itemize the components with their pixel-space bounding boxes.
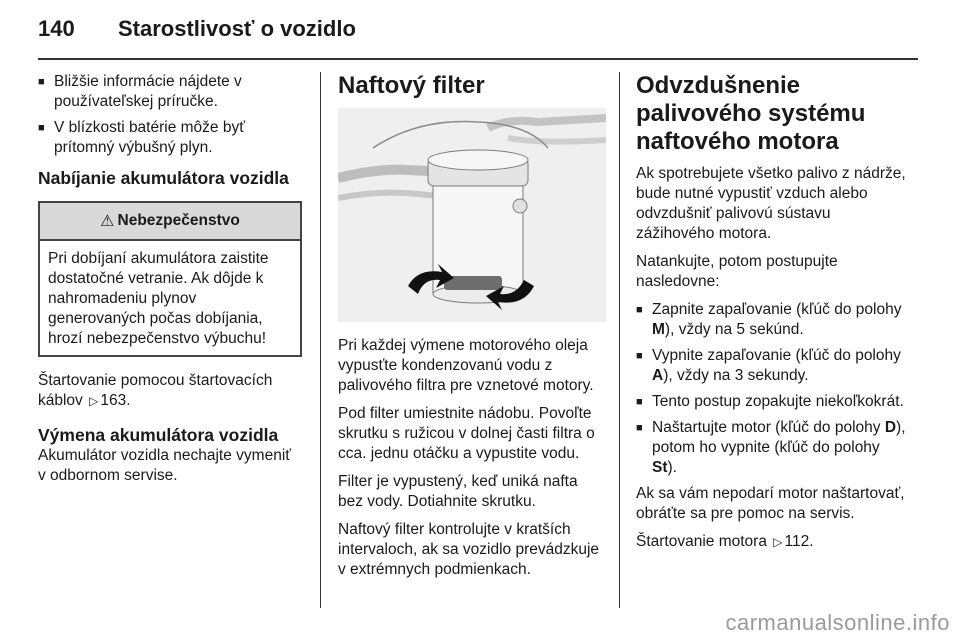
heading-battery-charging: Nabíjanie akumulátora vozidla xyxy=(38,168,289,188)
step-text: ), potom ho vypnite (kľúč do polohy xyxy=(652,419,906,456)
diesel-filter-drawing xyxy=(338,108,606,322)
page-ref-arrow-icon: ▷ xyxy=(773,535,783,549)
danger-box xyxy=(38,201,302,357)
step-text: Tento postup zopakujte niekoľkokrát. xyxy=(652,393,904,410)
heading-diesel-filter: Naftový filter xyxy=(338,72,485,99)
list-item xyxy=(636,418,906,478)
paragraph: Pod filter umiestnite nádobu. Povoľte skrutku s ružicou v dolnej časti filtra o cca. jednu otáčku a vypustite vodu. xyxy=(338,405,595,462)
heading-battery-replacement: Výmena akumulátora vozidla xyxy=(38,425,279,445)
paragraph: Filter je vypustený, keď uniká nafta bez vody. Dotiahnite skrutku. xyxy=(338,473,578,510)
list-item xyxy=(636,346,906,386)
list-item: ■ V blízkosti batérie môže byť prítomný výbušný plyn. xyxy=(38,118,302,158)
fail-paragraph: Ak sa vám nepodarí motor naštartovať, obráťte sa pre pomoc na servis. xyxy=(636,485,905,522)
danger-header xyxy=(40,203,300,241)
danger-title: Nebezpečenstvo xyxy=(117,212,240,229)
jumpstart-page-ref[interactable]: 163. xyxy=(100,392,131,409)
watermark: carmanualsonline.info xyxy=(725,610,950,635)
jumpstart-paragraph xyxy=(38,371,302,411)
column-divider-2 xyxy=(619,72,620,608)
column-divider-1 xyxy=(320,72,321,608)
column-middle xyxy=(338,72,606,588)
warning-triangle-icon: ⚠ xyxy=(100,213,115,230)
paragraph: Pri každej výmene motorového oleja vypusťte kondenzovanú vodu z palivového filtra pre vznetové motory. xyxy=(338,337,594,394)
bleeding-steps-list xyxy=(636,300,906,478)
step-text: Zapnite zapaľovanie (kľúč do polohy xyxy=(652,301,902,318)
list-item: ■ Bližšie informácie nájdete v používateľskej príručke. xyxy=(38,72,302,112)
page-title: Starostlivosť o vozidlo xyxy=(118,16,356,41)
key-position: M xyxy=(652,321,665,338)
page-ref-arrow-icon: ▷ xyxy=(89,394,99,408)
step-text: Naštartujte motor (kľúč do polohy xyxy=(652,419,885,436)
replacement-text: Akumulátor vozidla nechajte vymeniť v odbornom servise. xyxy=(38,447,292,484)
diesel-filter-illustration xyxy=(338,108,606,322)
key-position: St xyxy=(652,459,668,476)
list-item xyxy=(636,300,906,340)
danger-text: Pri dobíjaní akumulátora zaistite dostatočné vetranie. Ak dôjde k nahromadeniu plynov generovaných počas dobíjania, hrozí nebezpečenstvo výbuchu! xyxy=(48,250,269,347)
step-text: ), vždy na 5 sekúnd. xyxy=(664,321,804,338)
intro-paragraph: Ak spotrebujete všetko palivo z nádrže, bude nutné vypustiť vzduch alebo odvzdušniť palivovú sústavu zážihového motora. xyxy=(636,165,906,242)
column-left xyxy=(38,72,302,486)
step-text: ), vždy na 3 sekundy. xyxy=(663,367,809,384)
danger-body xyxy=(40,241,300,355)
key-position: D xyxy=(884,419,897,436)
step-text: ). xyxy=(667,459,677,476)
heading-fuel-bleeding: Odvzdušnenie palivového systému naftového motora xyxy=(636,72,866,155)
jumpstart-text: Štartovanie pomocou štartovacích káblov xyxy=(38,372,273,409)
battery-notes-list xyxy=(38,72,302,158)
paragraph: Naftový filter kontrolujte v kratších intervaloch, ak sa vozidlo prevádzkuje v extrémnych podmienkach. xyxy=(338,521,600,578)
start-paragraph xyxy=(636,532,906,552)
start-page-ref[interactable]: 112. xyxy=(784,533,814,550)
column-right xyxy=(636,72,906,560)
step-text: Vypnite zapaľovanie (kľúč do polohy xyxy=(652,347,901,364)
page-header xyxy=(38,14,918,54)
start-text: Štartovanie motora xyxy=(636,533,767,550)
intro-paragraph-2: Natankujte, potom postupujte nasledovne: xyxy=(636,253,838,290)
header-divider xyxy=(38,58,918,60)
list-item xyxy=(636,392,906,412)
key-position: A xyxy=(652,367,664,384)
page-number: 140 xyxy=(38,16,75,41)
